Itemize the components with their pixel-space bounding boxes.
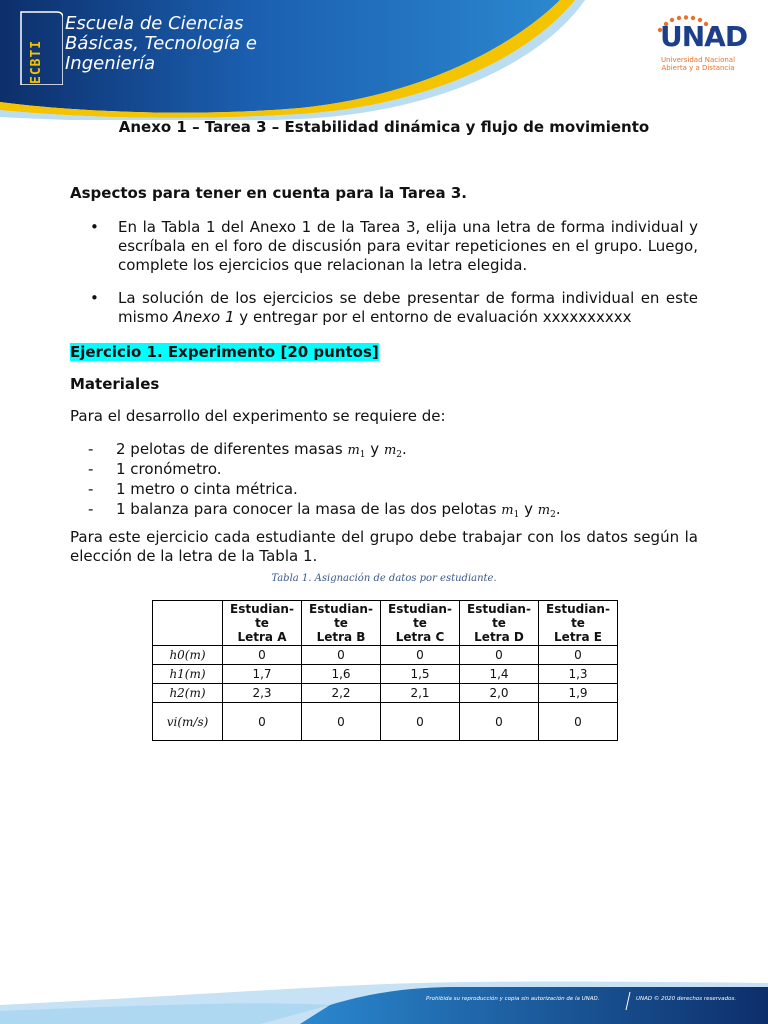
list-item — [88, 499, 688, 519]
dash-mark: - — [88, 480, 94, 498]
table-header-row — [153, 601, 618, 646]
list-item-part: y — [365, 440, 384, 458]
var-subscript: 2 — [396, 450, 402, 460]
bullet-text-part: La solución de los ejercicios se debe presentar de forma individual en este mismo — [118, 289, 698, 326]
var-symbol: m — [501, 503, 514, 518]
footer-copyright-notice: Prohibida su reproducción y copia sin autorización de la UNAD. — [426, 996, 600, 1002]
table-cell: 1,5 — [381, 665, 460, 684]
table-cell: 1,4 — [460, 665, 539, 684]
table-header-cell — [381, 601, 460, 646]
header-line: te — [413, 616, 427, 630]
table-cell: 2,0 — [460, 684, 539, 703]
materials-list — [88, 439, 688, 519]
header-line: Letra B — [316, 630, 366, 644]
table-header-cell — [539, 601, 618, 646]
table-cell: 0 — [460, 703, 539, 741]
table-cell: 0 — [539, 646, 618, 665]
var-symbol: m — [537, 503, 551, 518]
list-item — [88, 439, 688, 459]
unad-subtitle-line: Universidad Nacional — [660, 56, 736, 64]
unad-logo-text: UNAD — [660, 20, 748, 53]
header-line: te — [255, 616, 269, 630]
bullet-item-2 — [90, 289, 698, 327]
var-subscript: 1 — [513, 510, 520, 520]
list-item — [88, 459, 688, 479]
variable-m1 — [347, 443, 365, 458]
table-row — [153, 665, 618, 684]
list-item-text: 1 cronómetro. — [116, 460, 222, 478]
table-cell: 0 — [460, 646, 539, 665]
var-symbol: m — [347, 443, 360, 458]
table-header-cell — [223, 601, 302, 646]
list-item-part: 2 pelotas de diferentes masas — [116, 440, 348, 458]
row-label-h2: h2(m) — [153, 684, 223, 703]
table-cell: 0 — [302, 646, 381, 665]
header-line: Estudian- — [467, 602, 531, 616]
exercise-heading — [70, 343, 379, 361]
table-cell: 2,2 — [302, 684, 381, 703]
footer-banner — [0, 965, 768, 1024]
variable-m2 — [538, 503, 556, 518]
table-row — [153, 703, 618, 741]
header-line: te — [571, 616, 585, 630]
closing-paragraph: Para este ejercicio cada estudiante del grupo debe trabajar con los datos según la elección de la letra de la Tabla 1. — [70, 528, 698, 565]
table-cell: 0 — [302, 703, 381, 741]
unad-logo-subtitle — [638, 56, 758, 72]
table-cell: 0 — [381, 703, 460, 741]
table-cell: 0 — [381, 646, 460, 665]
header-line: Letra E — [554, 630, 602, 644]
materials-heading: Materiales — [70, 375, 160, 393]
list-item-part: . — [555, 500, 561, 518]
table-header-cell — [302, 601, 381, 646]
header-line: Estudian- — [309, 602, 373, 616]
table-header-cell — [460, 601, 539, 646]
variable-m1 — [501, 503, 519, 518]
school-name — [65, 14, 305, 74]
variable-m2 — [384, 443, 402, 458]
list-item — [88, 479, 688, 499]
footer-rights: UNAD © 2020 derechos reservados. — [636, 996, 737, 1002]
var-symbol: m — [383, 443, 397, 458]
table-cell: 1,7 — [223, 665, 302, 684]
header-line: Letra A — [237, 630, 287, 644]
table-cell: 2,3 — [223, 684, 302, 703]
data-table — [152, 600, 618, 741]
unad-subtitle-line: Abierta y a Distancia — [661, 64, 735, 72]
table-cell: 0 — [223, 703, 302, 741]
table-cell: 0 — [539, 703, 618, 741]
list-item-part: . — [402, 440, 407, 458]
list-item-text: 1 metro o cinta métrica. — [116, 480, 298, 498]
bullet-dot: • — [90, 218, 99, 236]
table-row — [153, 646, 618, 665]
row-label-vi: vi(m/s) — [153, 703, 223, 741]
header-line: Letra C — [395, 630, 445, 644]
document-title: Anexo 1 – Tarea 3 – Estabilidad dinámica y flujo de movimiento — [118, 118, 650, 136]
dash-mark: - — [88, 460, 94, 478]
header-line: te — [334, 616, 348, 630]
school-name-line: Ingeniería — [65, 53, 156, 74]
bullet-text: En la Tabla 1 del Anexo 1 de la Tarea 3, elija una letra de forma individual y escríbala en el foro de discusión para evitar repeticiones en el grupo. Luego, complete los ejercicios que relacionan la letra elegida. — [118, 218, 698, 274]
header-line: Estudian- — [230, 602, 294, 616]
dash-mark: - — [88, 440, 94, 458]
school-name-line: Escuela de Ciencias — [65, 13, 244, 34]
school-name-line: Básicas, Tecnología e — [65, 33, 257, 54]
table-cell: 1,9 — [539, 684, 618, 703]
list-item-text — [116, 499, 561, 525]
row-label-h1: h1(m) — [153, 665, 223, 684]
header-line: te — [492, 616, 506, 630]
exercise-heading-text: Ejercicio 1. Experimento [20 puntos] — [70, 343, 379, 361]
var-subscript: 1 — [359, 450, 366, 460]
dash-mark: - — [88, 500, 94, 518]
header-line: Estudian- — [546, 602, 610, 616]
materials-intro: Para el desarrollo del experimento se requiere de: — [70, 407, 446, 425]
bullet-text — [90, 289, 698, 327]
ecbti-label: ECBTI — [29, 39, 44, 84]
table-caption: Tabla 1. Asignación de datos por estudiante. — [271, 573, 497, 584]
table-row — [153, 684, 618, 703]
list-item-part: 1 balanza para conocer la masa de las dos pelotas — [116, 500, 502, 518]
aspects-heading: Aspectos para tener en cuenta para la Tarea 3. — [70, 184, 467, 202]
header-line: Letra D — [474, 630, 524, 644]
table-cell: 2,1 — [381, 684, 460, 703]
bullet-text-part: y entregar por el entorno de evaluación xxxxxxxxxx — [234, 308, 632, 326]
table-corner-cell — [153, 601, 223, 646]
table-cell: 0 — [223, 646, 302, 665]
var-subscript: 2 — [550, 510, 556, 520]
table-cell: 1,3 — [539, 665, 618, 684]
header-line: Estudian- — [388, 602, 452, 616]
row-label-h0: h0(m) — [153, 646, 223, 665]
bullet-dot: • — [90, 289, 99, 307]
bullet-item-1 — [90, 218, 698, 275]
table-cell: 1,6 — [302, 665, 381, 684]
bullet-text-emphasis: Anexo 1 — [173, 308, 235, 326]
list-item-part: y — [519, 500, 538, 518]
